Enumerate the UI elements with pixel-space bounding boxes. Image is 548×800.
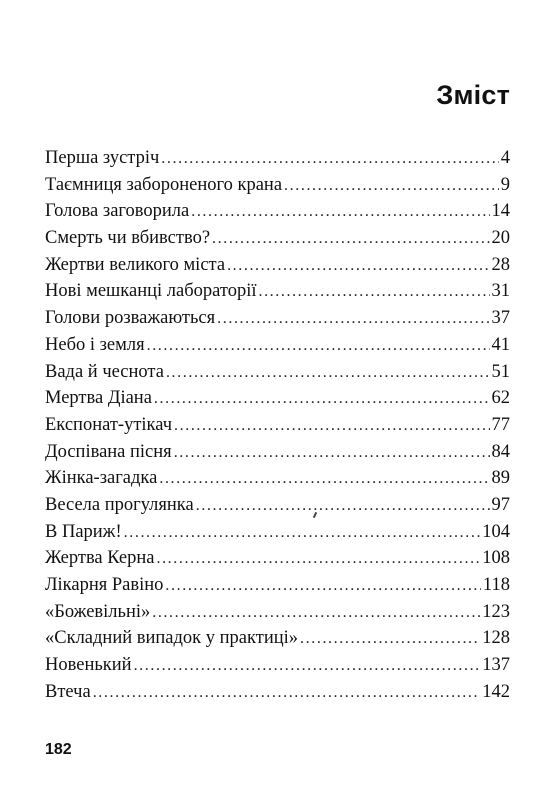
table-of-contents bbox=[45, 145, 510, 705]
dot-leader bbox=[196, 493, 490, 520]
toc-entry-title: Весела прогулянка bbox=[45, 494, 194, 515]
toc-entry-page: 62 bbox=[491, 388, 510, 409]
dot-leader bbox=[300, 626, 480, 653]
toc-entry-title: Голови розважаються bbox=[45, 308, 216, 329]
toc-entry bbox=[45, 625, 510, 652]
toc-entry bbox=[45, 385, 510, 412]
toc-entry-title: Втеча bbox=[45, 681, 91, 702]
dot-leader bbox=[165, 573, 481, 600]
dot-leader bbox=[156, 546, 480, 573]
dot-leader bbox=[159, 466, 489, 493]
toc-entry bbox=[45, 439, 510, 466]
toc-entry bbox=[45, 412, 510, 439]
toc-entry bbox=[45, 545, 510, 572]
toc-entry bbox=[45, 359, 510, 386]
toc-entry-page: 108 bbox=[482, 548, 510, 569]
toc-entry bbox=[45, 599, 510, 626]
dot-leader bbox=[174, 413, 489, 440]
toc-entry-page: 31 bbox=[491, 281, 510, 302]
toc-entry-page: 97 bbox=[491, 494, 510, 515]
dot-leader bbox=[212, 226, 489, 253]
toc-entry-page: 14 bbox=[491, 201, 510, 222]
toc-entry bbox=[45, 572, 510, 599]
toc-entry-page: 118 bbox=[482, 575, 510, 595]
toc-entry-page: 104 bbox=[482, 521, 510, 542]
page-number: 182 bbox=[45, 741, 72, 758]
toc-entry-title: Жертви великого міста bbox=[45, 254, 226, 275]
toc-entry-title: Мертва Діана bbox=[45, 388, 152, 409]
toc-entry-title: Небо і земля bbox=[45, 334, 145, 355]
dot-leader bbox=[124, 520, 481, 547]
toc-entry-page: 51 bbox=[491, 361, 510, 382]
toc-entry bbox=[45, 519, 510, 546]
toc-entry bbox=[45, 492, 510, 519]
toc-entry-page: 123 bbox=[482, 601, 510, 622]
dot-leader bbox=[217, 306, 489, 333]
toc-entry bbox=[45, 145, 510, 172]
toc-entry-title: Лікарня Равіно bbox=[45, 575, 164, 595]
toc-entry-title: Перша зустріч bbox=[45, 148, 160, 168]
toc-entry-page: 4 bbox=[500, 148, 510, 168]
toc-entry-page: 89 bbox=[491, 468, 510, 489]
dot-leader bbox=[154, 386, 490, 413]
dot-leader bbox=[258, 279, 489, 306]
toc-entry bbox=[45, 252, 510, 279]
toc-entry-page: 142 bbox=[482, 681, 510, 702]
toc-entry bbox=[45, 305, 510, 332]
dot-leader bbox=[152, 600, 480, 627]
toc-entry-title: В Париж! bbox=[45, 521, 122, 542]
toc-entry bbox=[45, 652, 510, 679]
toc-entry-title: Жінка-загадка bbox=[45, 468, 158, 489]
toc-entry-page: 41 bbox=[491, 334, 510, 355]
toc-entry-title: Вада й чеснота bbox=[45, 361, 164, 382]
toc-entry-title: «Складний випадок у практиці» bbox=[45, 628, 299, 649]
toc-entry bbox=[45, 332, 510, 359]
toc-entry bbox=[45, 198, 510, 225]
dot-leader bbox=[161, 146, 498, 173]
dot-leader bbox=[134, 653, 481, 680]
toc-entry bbox=[45, 172, 510, 199]
toc-entry-title: Жертва Керна bbox=[45, 548, 155, 569]
toc-entry-title: Голова заговорила bbox=[45, 201, 190, 222]
toc-entry bbox=[45, 225, 510, 252]
toc-entry-page: 84 bbox=[491, 441, 510, 462]
toc-entry-page: 77 bbox=[491, 414, 510, 435]
dot-leader bbox=[147, 333, 490, 360]
toc-entry-title: «Божевільні» bbox=[45, 601, 151, 622]
dot-leader bbox=[174, 440, 490, 467]
toc-entry-page: 28 bbox=[491, 254, 510, 275]
toc-entry-title: Нові мешканці лабораторії bbox=[45, 281, 257, 302]
dot-leader bbox=[93, 680, 481, 707]
toc-entry-page: 20 bbox=[491, 228, 510, 249]
toc-entry-page: 9 bbox=[500, 174, 510, 195]
toc-entry bbox=[45, 278, 510, 305]
toc-entry-title: Доспівана пісня bbox=[45, 441, 172, 462]
toc-entry-page: 128 bbox=[482, 628, 510, 649]
dot-leader bbox=[166, 360, 490, 387]
toc-entry-page: 37 bbox=[491, 308, 510, 329]
toc-entry-title: Експонат-утікач bbox=[45, 414, 173, 435]
toc-entry-title: Таємниця забороненого крана bbox=[45, 174, 283, 195]
toc-entry-title: Смерть чи вбивство? bbox=[45, 228, 211, 249]
toc-entry-page: 137 bbox=[482, 655, 510, 676]
dot-leader bbox=[191, 199, 489, 226]
toc-entry bbox=[45, 679, 510, 706]
dot-leader bbox=[227, 253, 489, 280]
toc-entry-title: Новенький bbox=[45, 655, 132, 676]
toc-entry bbox=[45, 465, 510, 492]
page-title: Зміст bbox=[436, 80, 510, 110]
dot-leader bbox=[284, 173, 499, 200]
